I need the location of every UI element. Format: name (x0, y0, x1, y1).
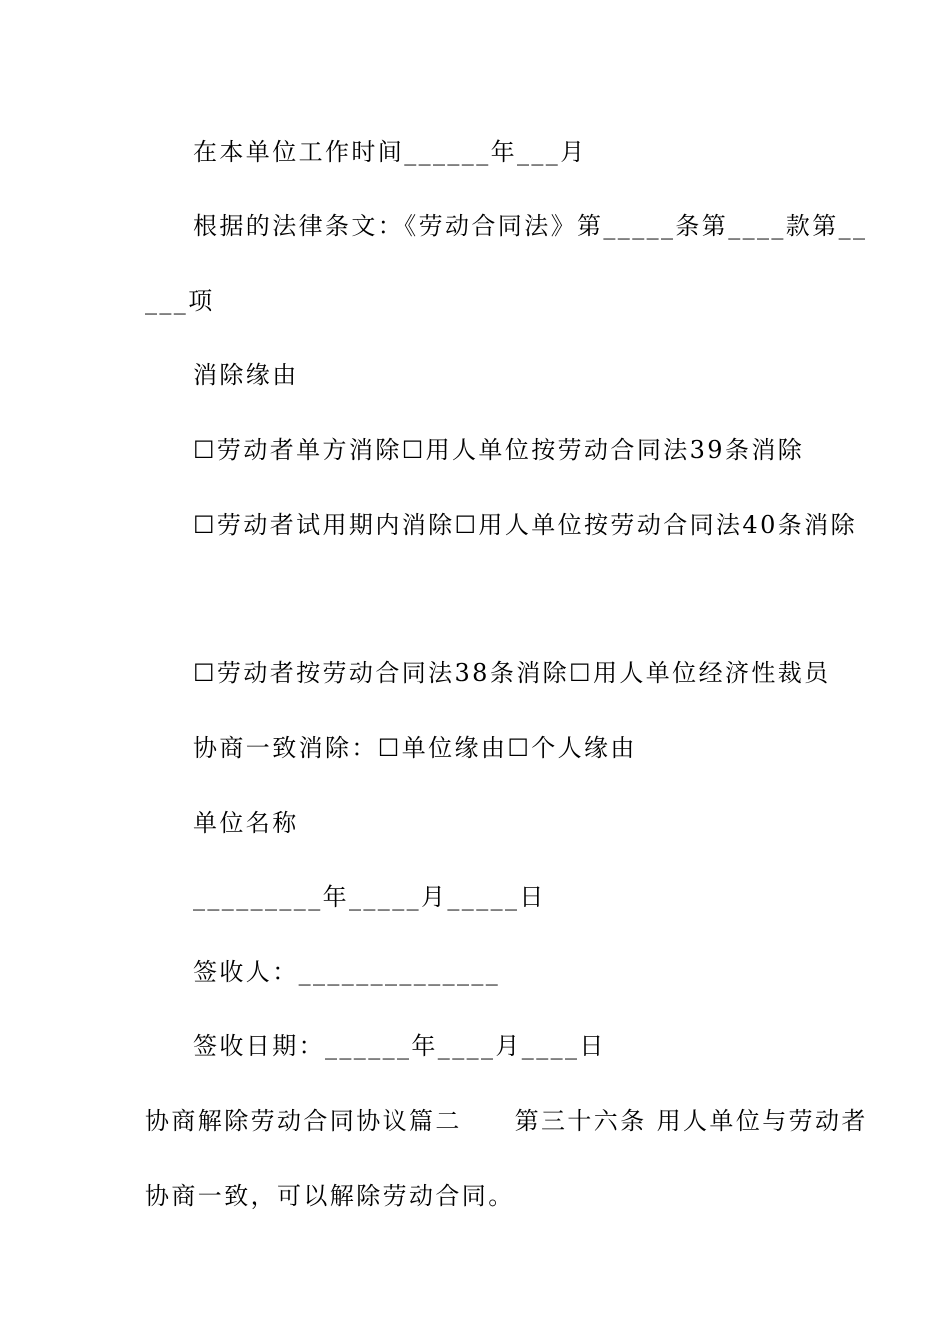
recipient-line: 签收人：______________ (193, 958, 501, 986)
employer-name-label: 单位名称 (193, 809, 299, 837)
legal-basis-line: 根据的法律条文：《劳动合同法》第_____条第____款第__ (193, 212, 868, 240)
reason-options-row-1: ☐劳动者单方消除☐用人单位按劳动合同法39条消除 (193, 436, 805, 464)
work-duration-line: 在本单位工作时间______年___月 (193, 138, 587, 166)
legal-basis-continuation: ___项 (145, 287, 215, 315)
termination-reason-heading: 消除缘由 (193, 361, 299, 389)
reason-options-row-2: ☐劳动者试用期内消除☐用人单位按劳动合同法40条消除 (193, 511, 857, 539)
reason-options-row-3: ☐劳动者按劳动合同法38条消除☐用人单位经济性裁员 (193, 659, 831, 687)
receipt-date-line: 签收日期：______年____月____日 (193, 1032, 606, 1060)
mutual-agreement-options: 协商一致消除：☐单位缘由☐个人缘由 (193, 734, 637, 762)
section-two-heading: 协商解除劳动合同协议篇二 第三十六条 用人单位与劳动者 (145, 1107, 868, 1135)
section-two-text: 协商一致，可以解除劳动合同。 (145, 1182, 515, 1210)
date-blank-line: _________年_____月_____日 (193, 883, 546, 911)
